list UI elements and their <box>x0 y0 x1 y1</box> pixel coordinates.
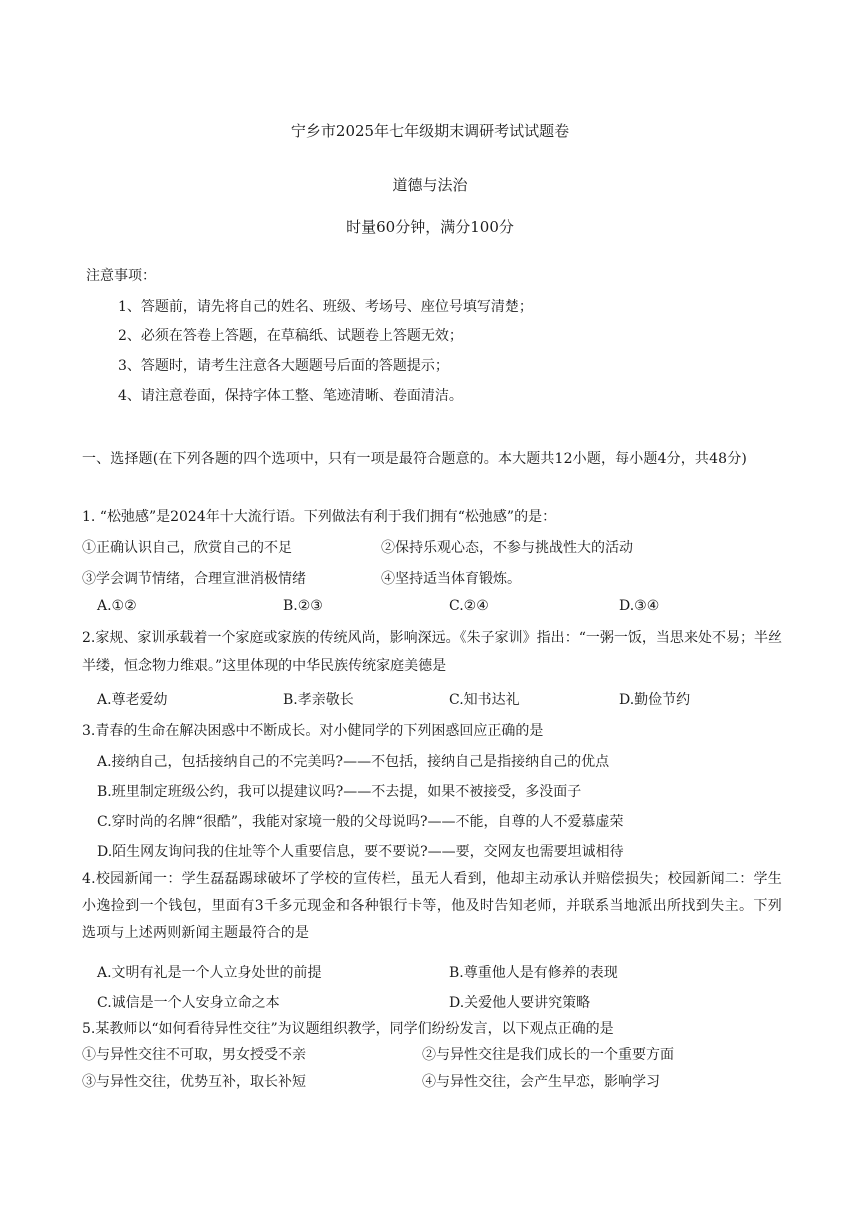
q1-option-a: A.①② <box>97 598 137 614</box>
q2-option-c: C.知书达礼 <box>449 692 520 708</box>
notice-item: 1、答题前，请先将自己的姓名、班级、考场号、座位号填写清楚； <box>118 299 533 315</box>
q5-statement-4: ④与异性交往，会产生早恋，影响学习 <box>422 1074 660 1090</box>
q5-statement-3: ③与异性交往，优势互补，取长补短 <box>82 1074 306 1090</box>
notice-item: 4、请注意卷面，保持字体工整、笔迹清晰、卷面清洁。 <box>118 388 463 404</box>
question-4-stem: 4.校园新闻一：学生磊磊踢球破坏了学校的宣传栏，虽无人看到，他却主动承认并赔偿损失；校园新闻二：学生小逸捡到一个钱包，里面有3千多元现金和各种银行卡等，他及时告知老师，并联系当地派出所找到失主。下列选项与上述两则新闻主题最符合的是 <box>82 871 782 941</box>
q1-statement-3: ③学会调节情绪，合理宣泄消极情绪 <box>82 571 306 587</box>
q5-statement-2: ②与异性交往是我们成长的一个重要方面 <box>422 1047 674 1063</box>
question-2-stem: 2.家规、家训承载着一个家庭或家族的传统风尚，影响深远。《朱子家训》指出：“一粥一饭，当思来处不易；半丝半缕，恒念物力维艰。”这里体现的中华民族传统家庭美德是 <box>82 630 782 674</box>
q3-option-c: C.穿时尚的名牌“很酷”，我能对家境一般的父母说吗?——不能，自尊的人不爱慕虚荣 <box>97 814 624 830</box>
q2-option-b: B.孝亲敬长 <box>283 692 354 708</box>
subject-title: 道德与法治 <box>392 176 468 194</box>
q1-option-b: B.②③ <box>283 598 323 614</box>
q3-option-a: A.接纳自己，包括接纳自己的不完美吗?——不包括，接纳自己是指接纳自己的优点 <box>97 754 610 770</box>
q1-statement-2: ②保持乐观心态，不参与挑战性大的活动 <box>381 540 633 556</box>
q4-option-b: B.尊重他人是有修养的表现 <box>449 965 618 981</box>
q1-option-c: C.②④ <box>449 598 489 614</box>
notice-item: 3、答题时，请考生注意各大题题号后面的答题提示； <box>118 358 449 374</box>
q4-option-d: D.关爱他人要讲究策略 <box>449 995 591 1011</box>
q5-statement-1: ①与异性交往不可取，男女授受不亲 <box>82 1047 306 1063</box>
q4-option-a: A.文明有礼是一个人立身处世的前提 <box>97 965 322 981</box>
q3-option-d: D.陌生网友询问我的住址等个人重要信息，要不要说?——要，交网友也需要坦诚相待 <box>97 844 624 860</box>
question-1-stem: 1. “松弛感”是2024年十大流行语。下列做法有利于我们拥有“松弛感”的是： <box>82 509 557 525</box>
q3-option-b: B.班里制定班级公约，我可以提建议吗?——不去提，如果不被接受，多没面子 <box>97 784 582 800</box>
section-heading: 一、选择题(在下列各题的四个选项中，只有一项是最符合题意的。本大题共12小题，每小题4分，共48分) <box>82 451 747 467</box>
q1-statement-1: ①正确认识自己，欣赏自己的不足 <box>82 540 292 556</box>
notice-item: 2、必须在答卷上答题，在草稿纸、试题卷上答题无效； <box>118 328 463 344</box>
question-5-stem: 5.某教师以“如何看待异性交往”为议题组织教学，同学们纷纷发言，以下观点正确的是 <box>82 1021 614 1037</box>
q1-statement-4: ④坚持适当体育锻炼。 <box>381 571 521 587</box>
time-info: 时量60分钟，满分100分 <box>346 218 514 236</box>
q2-option-d: D.勤俭节约 <box>619 692 691 708</box>
q1-option-d: D.③④ <box>619 598 660 614</box>
question-3-stem: 3.青春的生命在解决困惑中不断成长。对小健同学的下列困惑回应正确的是 <box>82 723 544 739</box>
notice-heading: 注意事项： <box>86 268 156 284</box>
q4-option-c: C.诚信是一个人安身立命之本 <box>97 995 280 1011</box>
q2-option-a: A.尊老爱幼 <box>97 692 168 708</box>
exam-title: 宁乡市2025年七年级期末调研考试试题卷 <box>290 122 570 140</box>
